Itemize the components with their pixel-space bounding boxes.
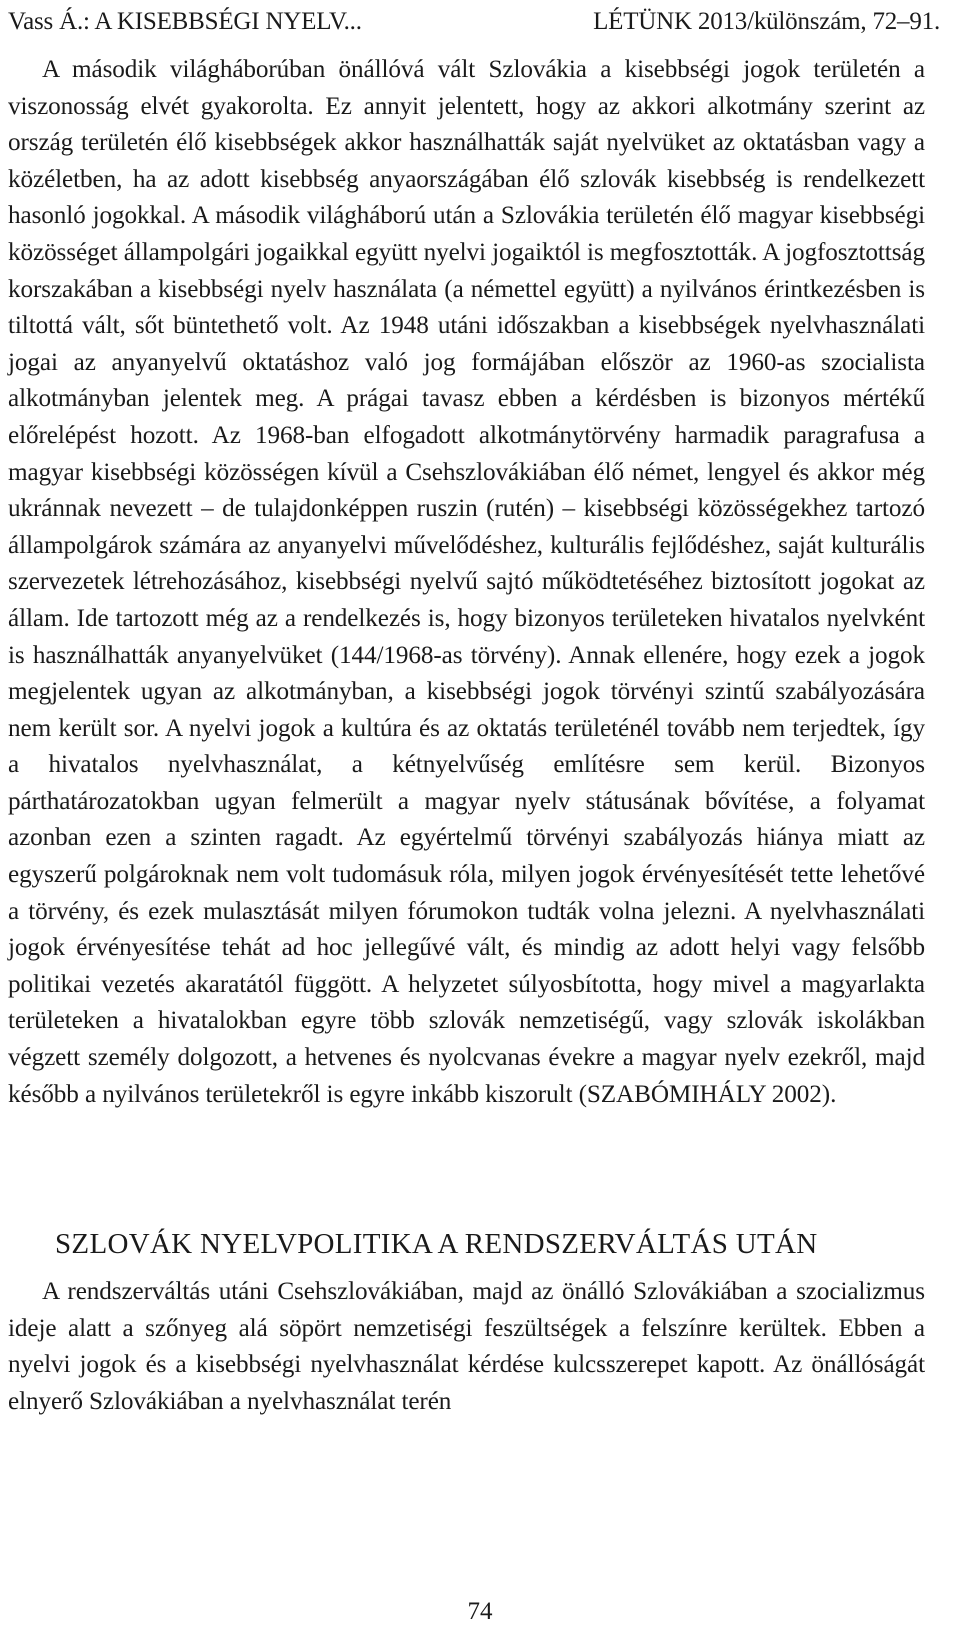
paragraph: A második világháborúban önállóvá vált Szlovákia a kisebbségi jogok területén a viszonosság elvét gyakorolta. Ez annyit jelentett, hogy az akkori alkotmány szerint az ország területén élő kisebbségek akkor használhatták saját nyelvüket az oktatásban vagy a közéletben, ha az adott kisebbség anyaországában élő szlovák kisebbség is rendelkezett hasonló jogokkal. A második világháború után a Szlovákia területén élő magyar kisebbségi közösséget állampolgári jogaikkal együtt nyelvi jogaiktól is megfosztották. A jogfosztottság korszakában a kisebbségi nyelv használata (a némettel együtt) a nyilvános érintkezésben is tiltottá vált, sőt büntethető volt. Az 1948 utáni időszakban a kisebbségek nyelvhasználati jogai az anyanyelvű oktatáshoz való jog formájában először az 1960-as szocialista alkotmányban jelentek meg. A prágai tavasz ebben a kérdésben is bizonyos mértékű előrelépést hozott. Az 1968-ban elfogadott alkotmánytörvény harmadik paragrafusa a magyar kisebbségi közösségen kívül a Csehszlovákiában élő német, lengyel és akkor még ukránnak nevezett – de tulajdonképpen ruszin (rutén) – kisebbségi közösségekhez tartozó állampolgárok számára az anyanyelvi művelődéshez, kulturális fejlődéshez, saját kulturális szervezetek létrehozásához, kisebbségi nyelvű sajtó működtetéséhez biztosított jogokat az állam. Ide tartozott még az a rendelkezés is, hogy bizonyos területeken hivatalos nyelvként is használhatták anyanyelvüket (144/1968-as törvény). Annak ellenére, hogy ezek a jogok megjelentek ugyan az alkotmányban, a kisebbségi jogok törvényi szintű szabályozására nem került sor. A nyelvi jogok a kultúra és az oktatás területénél tovább nem terjedtek, így a hivatalos nyelvhasználat, a kétnyelvűség említésre sem kerül. Bizonyos párthatározatokban ugyan felmerült a magyar nyelv státusának bővítése, a folyamat azonban ezen a szinten ragadt. Az egyértelmű törvényi szabályozás hiánya miatt az egyszerű polgároknak nem volt tudomásuk róla, milyen jogok érvényesítését tette lehetővé a törvény, és ezek mulasztását milyen fórumokon tudták volna jelezni. A nyelvhasználati jogok érvényesítése tehát ad hoc jellegűvé vált, és mindig az adott helyi vagy felsőbb politikai vezetés akaratától függött. A helyzetet súlyosbította, hogy mivel a magyarlakta területeken a hivatalokban egyre több szlovák nemzetiségű, vagy szlovák iskolákban végzett személy dolgozott, a hetvenes és nyolcvanas évekre a magyar nyelv ezekről, majd később a nyilvános területekről is egyre inkább kiszorult (SZABÓMIHÁLY 2002). <box>8 56 925 1108</box>
running-header <box>8 2 940 42</box>
body-text <box>8 52 925 1113</box>
body-text <box>8 1274 925 1420</box>
section-heading: SZLOVÁK NYELVPOLITIKA A RENDSZERVÁLTÁS UTÁN <box>55 1228 818 1260</box>
header-journal-info: LÉTÜNK 2013/különszám, 72–91. <box>593 8 940 35</box>
paragraph: A rendszerváltás utáni Csehszlovákiában, majd az önálló Szlovákiában a szocializmus ideje alatt a szőnyeg alá söpört nemzetiségi feszültségek a felszínre kerültek. Ebben a nyelvi jogok és a kisebbségi nyelvhasználat kérdése kulcsszerepet kapott. Az önállóságát elnyerő Szlovákiában a nyelvhasználat terén <box>8 1278 925 1415</box>
page-number: 74 <box>467 1598 493 1625</box>
header-author-title: Vass Á.: A KISEBBSÉGI NYELV... <box>8 8 362 35</box>
